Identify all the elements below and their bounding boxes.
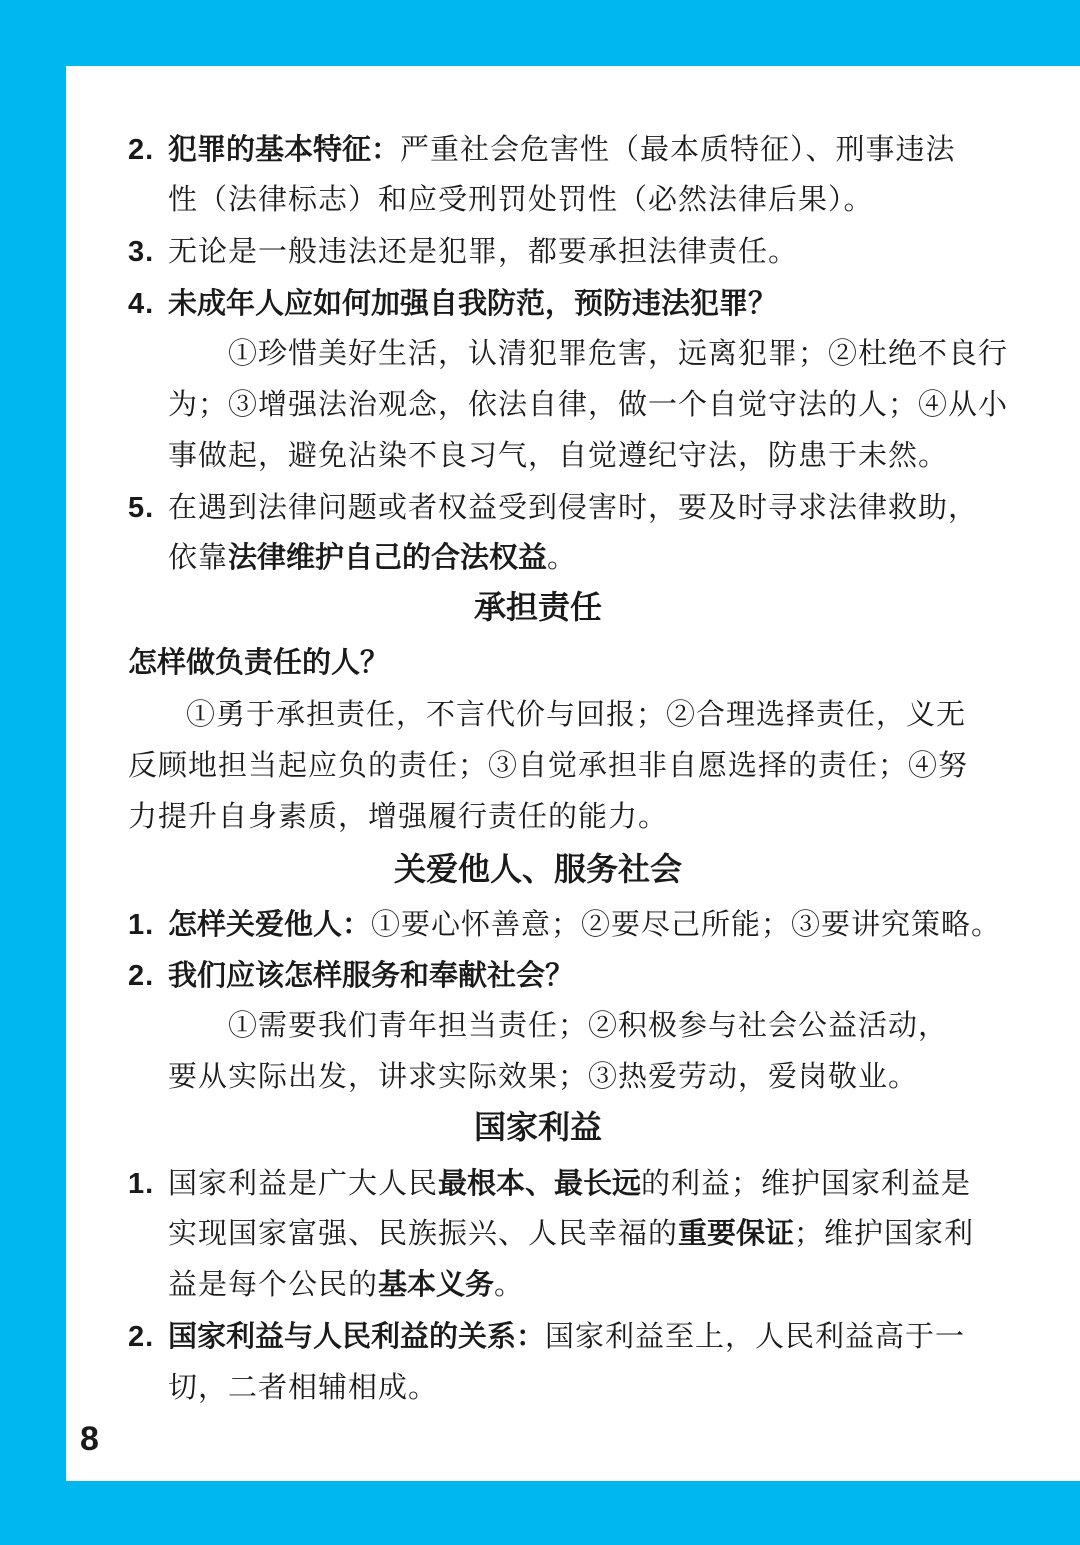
answer-line: 事做起，避免沾染不良习气，自觉遵纪守法，防患于未然。 <box>168 438 949 472</box>
list-item-continued: 依靠法律维护自己的合法权益。 <box>168 540 578 574</box>
page-number: 8 <box>80 1420 99 1458</box>
answer-line: 力提升自身素质，增强履行责任的能力。 <box>128 799 669 833</box>
answer-line: ①珍惜美好生活，认清犯罪危害，远离犯罪；②杜绝不良行 <box>228 336 1009 370</box>
page-sheet <box>66 66 1080 1481</box>
answer-line: ①需要我们青年担当责任；②积极参与社会公益活动， <box>228 1008 949 1042</box>
answer-line: 为；③增强法治观念，依法自律，做一个自觉守法的人；④从小 <box>168 387 1009 421</box>
list-item: 2. 国家利益与人民利益的关系：国家利益至上，人民利益高于一 <box>128 1319 966 1353</box>
question-line: 怎样做负责任的人？ <box>128 645 390 679</box>
list-item: 5. 在遇到法律问题或者权益受到侵害时，要及时寻求法律救助， <box>128 490 979 524</box>
answer-line: 反顾地担当起应负的责任；③自觉承担非自愿选择的责任；④努 <box>128 748 969 782</box>
list-item-continued: 实现国家富强、民族振兴、人民幸福的重要保证；维护国家利 <box>168 1216 975 1250</box>
list-item: 2. 犯罪的基本特征：严重社会危害性（最本质特征）、刑事违法 <box>128 132 956 166</box>
list-item-continued: 切，二者相辅相成。 <box>168 1370 439 1404</box>
answer-line: ①勇于承担责任，不言代价与回报；②合理选择责任，义无 <box>186 697 967 731</box>
section-title: 国家利益 <box>473 1108 602 1146</box>
list-item: 2. 我们应该怎样服务和奉献社会？ <box>128 958 575 992</box>
list-item-continued: 益是每个公民的基本义务。 <box>168 1267 525 1301</box>
list-item: 3. 无论是一般违法还是犯罪，都要承担法律责任。 <box>128 234 799 268</box>
section-title: 关爱他人、服务社会 <box>393 850 682 888</box>
list-item: 1. 国家利益是广大人民最根本、最长远的利益；维护国家利益是 <box>128 1166 972 1200</box>
answer-line: 要从实际出发，讲求实际效果；③热爱劳动，爱岗敬业。 <box>168 1059 919 1093</box>
section-title: 承担责任 <box>473 588 602 626</box>
list-item: 4. 未成年人应如何加强自我防范，预防违法犯罪？ <box>128 286 778 320</box>
list-item-continued: 性（法律标志）和应受刑罚处罚性（必然法律后果）。 <box>168 182 874 216</box>
list-item: 1. 怎样关爱他人：①要心怀善意；②要尽己所能；③要讲究策略。 <box>128 907 1002 941</box>
